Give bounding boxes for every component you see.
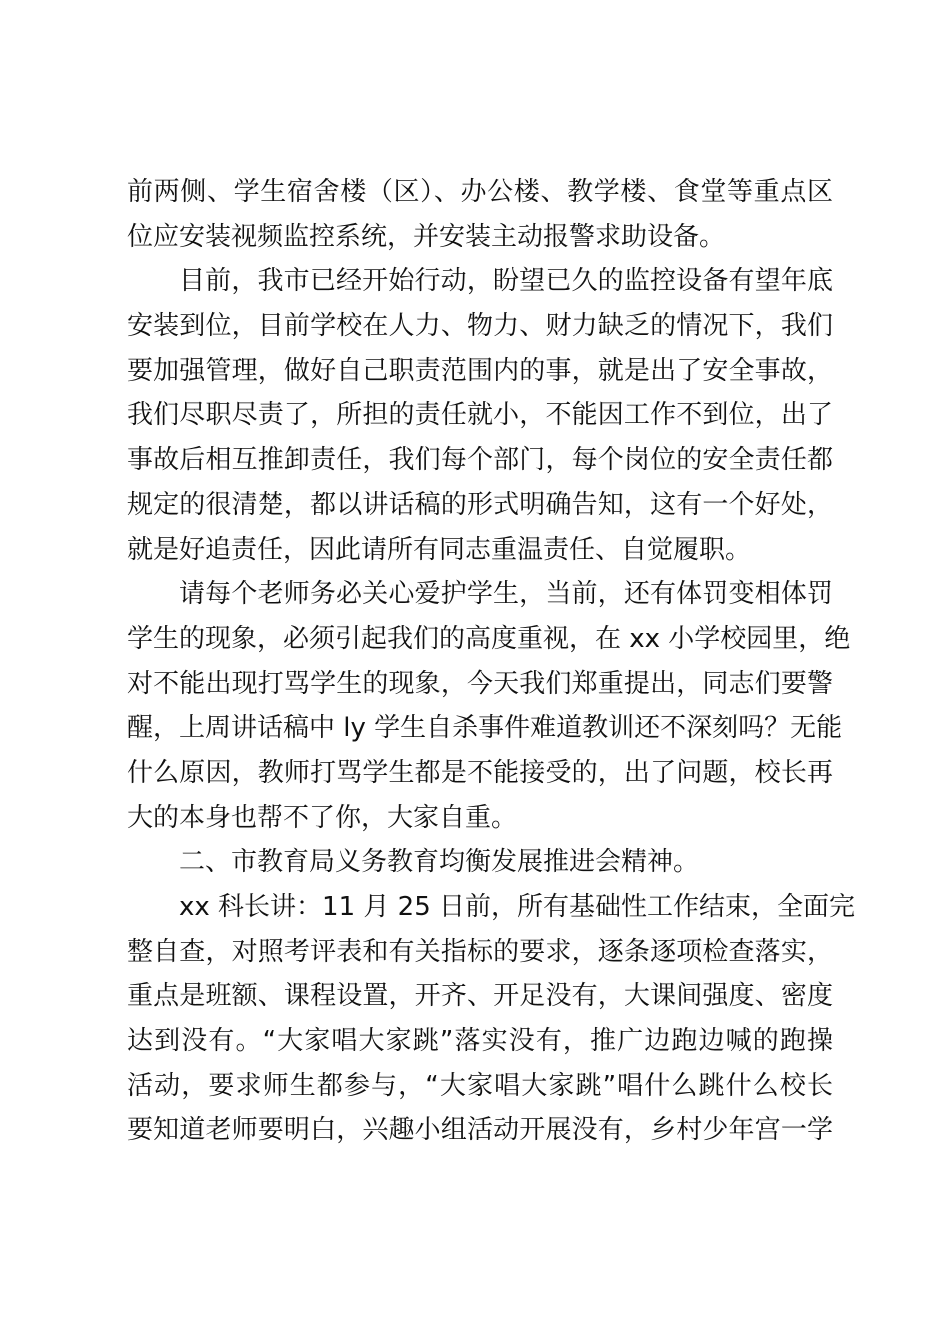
text-line: 位应安装视频监控系统，并安装主动报警求助设备。 [127, 221, 726, 252]
text-line: 规定的很清楚，都以讲话稿的形式明确告知，这有一个好处， [127, 489, 833, 520]
text-line: 目前，我市已经开始行动，盼望已久的监控设备有望年底 [179, 266, 833, 297]
text-line: 什么原因，教师打骂学生都是不能接受的，出了问题，校长再 [127, 757, 833, 788]
text-line: 要加强管理，做好自己职责范围内的事，就是出了安全事故， [127, 355, 833, 386]
document-body [127, 170, 856, 1153]
text-line: 要知道老师要明白，兴趣小组活动开展没有，乡村少年宫一学 [127, 1115, 833, 1146]
text-line: 前两侧、学生宿舍楼（区）、办公楼、教学楼、食堂等重点区 [127, 177, 833, 207]
section-heading: 二、市教育局义务教育均衡发展推进会精神。 [179, 847, 700, 878]
text-line: 就是好追责任，因此请所有同志重温责任、自觉履职。 [127, 534, 752, 565]
text-line: xx 科长讲：11 月 25 日前，所有基础性工作结束，全面完 [179, 892, 856, 922]
text-line: 事故后相互推卸责任，我们每个部门，每个岗位的安全责任都 [127, 445, 833, 476]
text-line: 请每个老师务必关心爱护学生，当前，还有体罚变相体罚 [179, 579, 833, 610]
text-line: 安装到位，目前学校在人力、物力、财力缺乏的情况下，我们 [127, 311, 833, 342]
text-line: 达到没有。“大家唱大家跳”落实没有，推广边跑边喊的跑操 [127, 1026, 833, 1057]
text-line: 重点是班额、课程设置，开齐、开足没有，大课间强度、密度 [127, 981, 833, 1012]
text-line: 整自查，对照考评表和有关指标的要求，逐条逐项检查落实， [127, 936, 833, 967]
text-line: 大的本身也帮不了你，大家自重。 [127, 802, 518, 833]
text-line: 学生的现象，必须引起我们的高度重视，在 xx 小学校园里，绝 [127, 623, 851, 654]
text-line: 活动，要求师生都参与，“大家唱大家跳”唱什么跳什么校长 [127, 1070, 833, 1101]
text-line: 对不能出现打骂学生的现象，今天我们郑重提出，同志们要警 [127, 668, 833, 699]
text-line: 我们尽职尽责了，所担的责任就小，不能因工作不到位，出了 [127, 400, 833, 431]
text-line: 醒，上周讲话稿中 ly 学生自杀事件难道教训还不深刻吗？无能 [127, 713, 843, 744]
